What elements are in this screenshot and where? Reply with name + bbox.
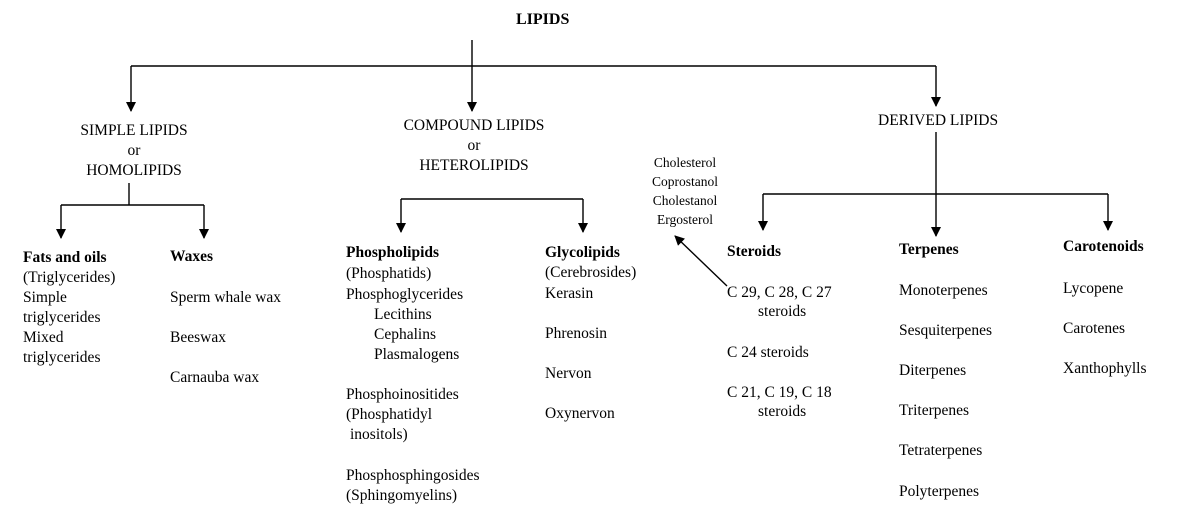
- phosphoinositides-line: inositols): [350, 426, 408, 443]
- arrow-sterols: [675, 236, 727, 286]
- waxes-item: Sperm whale wax: [170, 289, 282, 306]
- carotenoids-item: Xanthophylls: [1063, 360, 1147, 377]
- compound-lipids-line2: or: [467, 137, 481, 154]
- phosphosphingosides-line: Phosphosphingosides: [346, 467, 480, 484]
- phospholipids-title: Phospholipids: [346, 244, 440, 261]
- terpenes-item: Diterpenes: [899, 362, 967, 379]
- fats-line: Simple: [23, 289, 67, 306]
- steroids-line: steroids: [758, 303, 807, 320]
- carotenoids-item: Lycopene: [1063, 280, 1124, 297]
- terpenes-item: Tetraterpenes: [899, 442, 983, 459]
- phosphoglyceride-item: Cephalins: [374, 326, 436, 343]
- terpenes-item: Monoterpenes: [899, 282, 988, 299]
- fats-title: Fats and oils: [23, 249, 107, 266]
- waxes-item: Carnauba wax: [170, 369, 260, 386]
- phosphoinositides-line: Phosphoinositides: [346, 386, 459, 403]
- fats-line: Mixed: [23, 329, 64, 346]
- compound-lipids-line3: HETEROLIPIDS: [419, 157, 529, 174]
- fats-line: (Triglycerides): [23, 269, 116, 286]
- phosphoinositides-line: (Phosphatidyl: [346, 406, 433, 423]
- steroids-line: C 24 steroids: [727, 344, 809, 361]
- sterol-item: Cholestanol: [652, 193, 718, 208]
- phospholipids-line: (Phosphatids): [346, 265, 432, 282]
- compound-lipids-line1: COMPOUND LIPIDS: [403, 117, 545, 134]
- fats-line: triglycerides: [23, 309, 101, 326]
- terpenes-item: Sesquiterpenes: [899, 322, 992, 339]
- waxes-title: Waxes: [170, 248, 214, 265]
- steroids-line: steroids: [758, 403, 807, 420]
- glycolipids-item: Phrenosin: [545, 325, 607, 342]
- sterol-item: Cholesterol: [653, 155, 717, 170]
- carotenoids-item: Carotenes: [1063, 320, 1125, 337]
- glycolipids-subtitle: (Cerebrosides): [545, 264, 637, 281]
- derived-lipids-label: DERIVED LIPIDS: [878, 112, 999, 129]
- steroids-line: C 29, C 28, C 27: [727, 284, 832, 301]
- carotenoids-title: Carotenoids: [1063, 238, 1144, 255]
- steroids-line: C 21, C 19, C 18: [727, 384, 832, 401]
- simple-lipids-line1: SIMPLE LIPIDS: [80, 122, 188, 139]
- simple-lipids-line2: or: [127, 142, 141, 159]
- root-label: LIPIDS: [516, 11, 570, 28]
- glycolipids-item: Oxynervon: [545, 405, 615, 422]
- sterol-item: Coprostanol: [652, 174, 718, 189]
- terpenes-item: Triterpenes: [899, 402, 970, 419]
- terpenes-item: Polyterpenes: [899, 483, 980, 500]
- waxes-item: Beeswax: [170, 329, 226, 346]
- glycolipids-item: Nervon: [545, 365, 592, 382]
- sterol-item: Ergosterol: [657, 212, 713, 227]
- phosphosphingosides-line: (Sphingomyelins): [346, 487, 458, 504]
- phospholipids-line: Phosphoglycerides: [346, 286, 464, 303]
- glycolipids-item: Kerasin: [545, 285, 594, 302]
- phosphoglyceride-item: Lecithins: [374, 306, 432, 323]
- fats-line: triglycerides: [23, 349, 101, 366]
- steroids-title: Steroids: [727, 243, 781, 260]
- terpenes-title: Terpenes: [899, 241, 959, 258]
- simple-lipids-line3: HOMOLIPIDS: [86, 162, 182, 179]
- glycolipids-title: Glycolipids: [545, 244, 620, 261]
- phosphoglyceride-item: Plasmalogens: [374, 346, 460, 363]
